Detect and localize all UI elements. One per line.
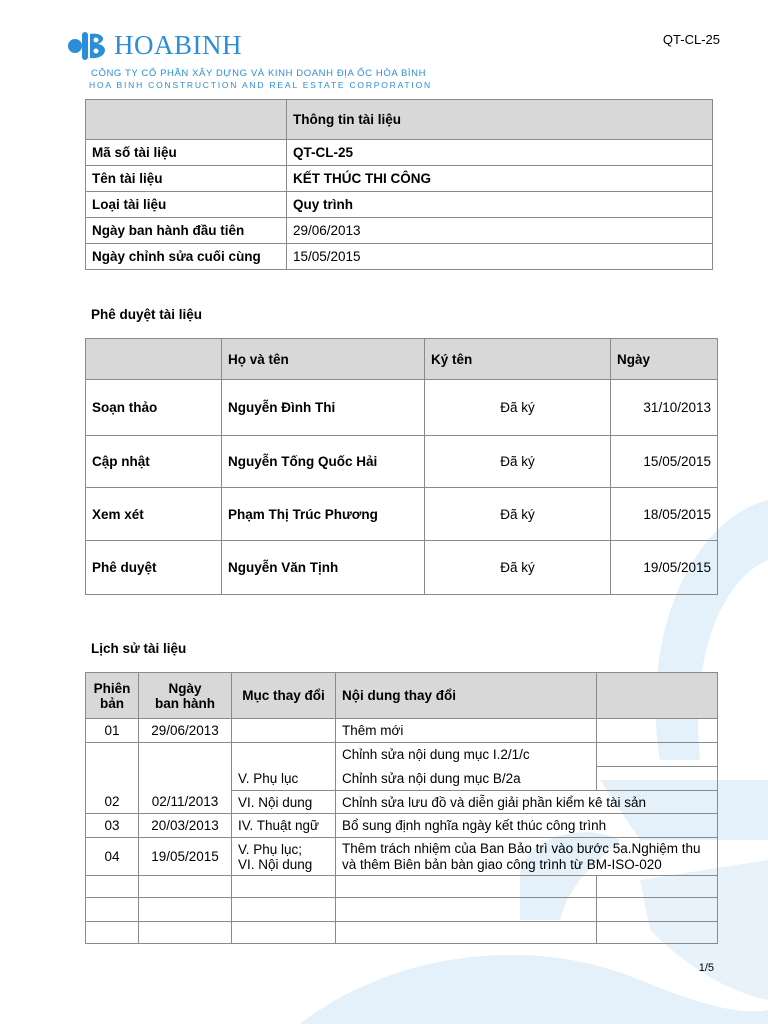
history-section: [232, 719, 336, 743]
approval-sign: Đã ký: [425, 541, 611, 595]
company-name-en: HOA BINH CONSTRUCTION AND REAL ESTATE CORPORATION: [89, 80, 432, 90]
history-date: [139, 767, 232, 791]
history-date: 20/03/2013: [139, 814, 232, 838]
history-empty-cell: [597, 922, 718, 944]
info-header: Thông tin tài liệu: [287, 100, 713, 140]
history-version: 01: [86, 719, 139, 743]
history-header-extra: [597, 673, 718, 719]
doc-code: QT-CL-25: [662, 32, 720, 47]
history-version: 02: [86, 791, 139, 814]
page-number: 1/5: [698, 962, 714, 974]
approval-table: [85, 338, 718, 595]
history-header-version: [86, 673, 139, 719]
history-empty-cell: [597, 876, 718, 898]
hoabinh-logo-icon: [66, 26, 112, 66]
history-header-date: [139, 673, 232, 719]
history-empty-cell: [86, 922, 139, 944]
approval-name: Phạm Thị Trúc Phương: [222, 488, 425, 541]
approval-role: Xem xét: [86, 488, 222, 541]
info-key: Mã số tài liệu: [86, 140, 287, 166]
history-section: [232, 743, 336, 767]
history-section: [232, 838, 336, 876]
history-section: VI. Nội dung: [232, 791, 336, 814]
history-section-line1: V. Phụ lục;: [238, 841, 303, 857]
history-version: 04: [86, 838, 139, 876]
history-date: 02/11/2013: [139, 791, 232, 814]
history-header-section: Mục thay đổi: [232, 673, 336, 719]
header-date-line2: ban hành: [155, 695, 215, 711]
history-empty-cell: [139, 876, 232, 898]
info-value: KẾT THÚC THI CÔNG: [287, 166, 713, 192]
history-content: Thêm mới: [336, 719, 597, 743]
approval-section-title: Phê duyệt tài liệu: [91, 307, 203, 322]
header-version-line1: Phiên: [93, 680, 131, 696]
approval-date: 15/05/2015: [611, 436, 718, 488]
company-brand: HOABINH: [114, 30, 242, 60]
header-date-line1: Ngày: [168, 680, 202, 696]
approval-date: 31/10/2013: [611, 380, 718, 436]
approval-role: Soạn thảo: [86, 380, 222, 436]
history-extra-cell: [597, 719, 718, 743]
history-date: [139, 743, 232, 767]
approval-sign: Đã ký: [425, 380, 611, 436]
approval-date: 19/05/2015: [611, 541, 718, 595]
info-key: Tên tài liệu: [86, 166, 287, 192]
history-date: 29/06/2013: [139, 719, 232, 743]
header-version-line2: bản: [99, 695, 124, 711]
history-empty-cell: [232, 922, 336, 944]
history-extra-cell: [597, 743, 718, 767]
info-value: 29/06/2013: [287, 218, 713, 244]
history-empty-cell: [139, 922, 232, 944]
history-section: V. Phụ lục: [232, 767, 336, 791]
approval-name: Nguyễn Tống Quốc Hải: [222, 436, 425, 488]
history-empty-cell: [139, 898, 232, 922]
approval-header-date: Ngày: [611, 339, 718, 380]
history-version: [86, 743, 139, 767]
history-version: 03: [86, 814, 139, 838]
history-table: [85, 672, 718, 944]
approval-header-name: Họ và tên: [222, 339, 425, 380]
approval-name: Nguyễn Đình Thi: [222, 380, 425, 436]
history-empty-cell: [336, 876, 597, 898]
history-content: Chỉnh sửa lưu đồ và diễn giải phần kiểm kê tài sản: [336, 791, 718, 814]
info-key: Loại tài liệu: [86, 192, 287, 218]
history-empty-cell: [86, 898, 139, 922]
approval-sign: Đã ký: [425, 488, 611, 541]
info-header-blank: [86, 100, 287, 140]
company-name-vi: CÔNG TY CỔ PHẦN XÂY DỰNG VÀ KINH DOANH ĐỊA ỐC HÒA BÌNH: [91, 68, 427, 79]
approval-date: 18/05/2015: [611, 488, 718, 541]
approval-header-blank: [86, 339, 222, 380]
history-date: 19/05/2015: [139, 838, 232, 876]
history-section-title: Lịch sử tài liệu: [91, 641, 187, 656]
history-empty-cell: [232, 876, 336, 898]
history-content: Chỉnh sửa nội dung mục I.2/1/c: [336, 743, 597, 767]
history-header-content: Nội dung thay đổi: [336, 673, 597, 719]
history-empty-cell: [232, 898, 336, 922]
history-empty-cell: [86, 876, 139, 898]
approval-header-sign: Ký tên: [425, 339, 611, 380]
history-empty-cell: [336, 922, 597, 944]
history-extra-cell: [597, 767, 718, 791]
history-empty-cell: [336, 898, 597, 922]
approval-name: Nguyễn Văn Tịnh: [222, 541, 425, 595]
approval-role: Phê duyệt: [86, 541, 222, 595]
history-empty-cell: [597, 898, 718, 922]
history-content: Chỉnh sửa nội dung mục B/2a: [336, 767, 597, 791]
history-version: [86, 767, 139, 791]
document-info-table: [85, 99, 713, 270]
info-key: Ngày ban hành đầu tiên: [86, 218, 287, 244]
info-key: Ngày chỉnh sửa cuối cùng: [86, 244, 287, 270]
info-value: 15/05/2015: [287, 244, 713, 270]
info-value: Quy trình: [287, 192, 713, 218]
history-section-line2: VI. Nội dung: [238, 856, 313, 872]
info-value: QT-CL-25: [287, 140, 713, 166]
company-logo: [66, 22, 446, 92]
approval-role: Cập nhật: [86, 436, 222, 488]
history-content: Thêm trách nhiệm của Ban Bảo trì vào bước 5a.Nghiệm thu và thêm Biên bản bàn giao công trình từ BM-ISO-020: [336, 838, 718, 876]
approval-sign: Đã ký: [425, 436, 611, 488]
history-content: Bổ sung định nghĩa ngày kết thúc công trình: [336, 814, 718, 838]
history-section: IV. Thuật ngữ: [232, 814, 336, 838]
